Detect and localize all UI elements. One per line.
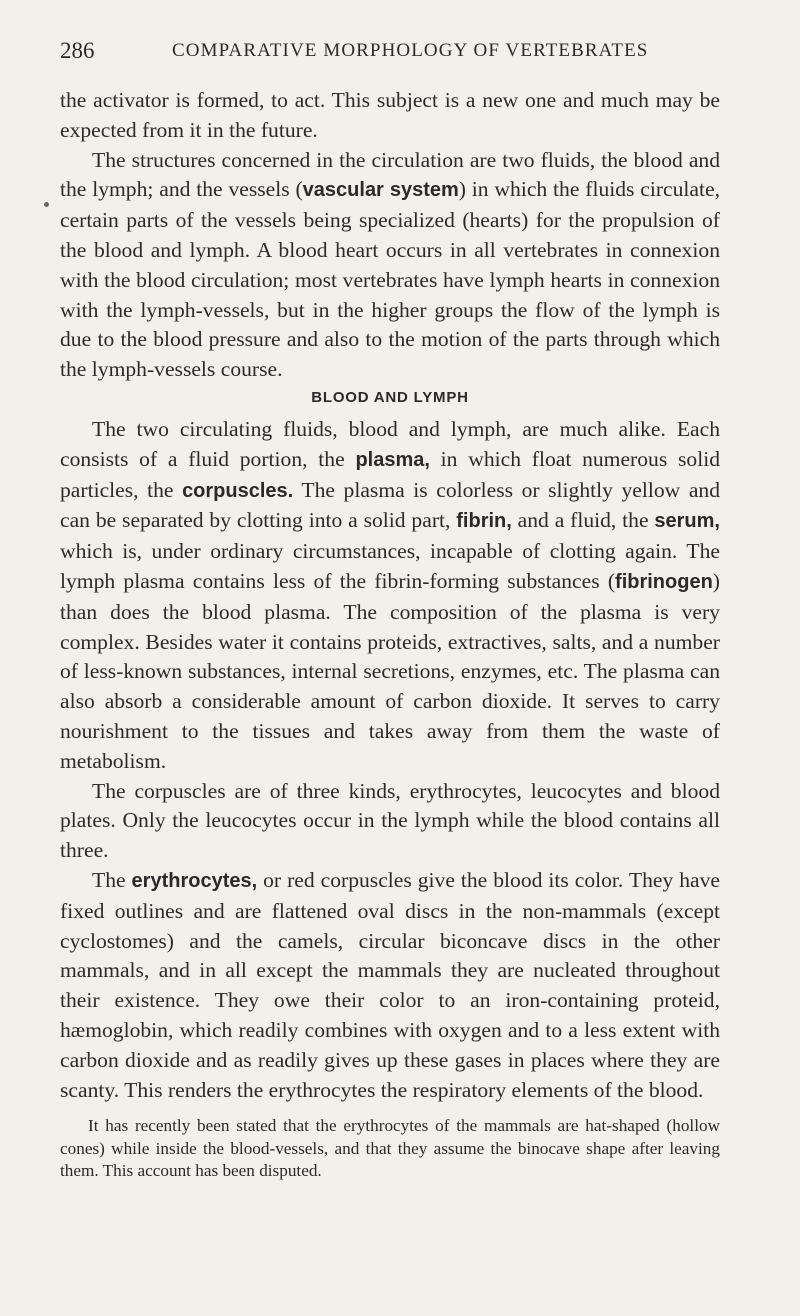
term-erythrocytes: erythrocytes, [131, 869, 258, 892]
term-vascular-system: vascular system [302, 179, 459, 202]
paragraph-erythrocytes: The erythrocytes, or red corpuscles give the blood its color. They have fixed outlines and are flattened oval discs in the non-mammals (except cyclostomes) and the camels, circular biconcave discs in the other mammals, and in all except the mammals they are nucleated throughout their existence. They owe their color to an iron-containing proteid, hæmoglobin, which readily combines with oxygen and to a less extent with carbon dioxide and as readily gives up these gases in places where they are scanty. This renders the erythrocytes the respiratory elements of the blood. [60, 867, 720, 1102]
page-header [60, 38, 720, 68]
running-head: COMPARATIVE MORPHOLOGY OF VERTEBRATES [172, 40, 649, 61]
term-serum: serum, [654, 510, 720, 533]
paragraph-circulation: The structures concerned in the circulation are two fluids, the blood and the lymph; and the vessels (vascular system) in which the fluids circulate, certain parts of the vessels being specialized (hearts) for the propulsion of the blood and lymph. A blood heart occurs in all vertebrates in connexion with the blood circulation; most vertebrates have lymph hearts in connexion with the lymph-vessels, but in the higher groups the flow of the lymph is due to the blood pressure and also to the motion of the parts through which the lymph-vessels course. [60, 147, 721, 382]
margin-mark [44, 202, 49, 207]
paragraph-corpuscles: The corpuscles are of three kinds, erythrocytes, leucocytes and blood plates. Only the leucocytes occur in the lymph while the blood contains all three. [60, 778, 720, 863]
term-corpuscles: corpuscles. [182, 479, 294, 502]
term-plasma: plasma, [355, 448, 430, 471]
footnote-paragraph: It has recently been stated that the erythrocytes of the mammals are hat-shaped (hollow cones) while inside the blood-vessels, and that they assume the binocave shape after leaving them. This account has been disputed. [60, 1116, 720, 1181]
section-heading: BLOOD AND LYMPH [311, 388, 469, 406]
term-fibrin: fibrin, [456, 510, 512, 533]
paragraph-continuation: the activator is formed, to act. This subject is a new one and much may be expected from it in the future. [60, 88, 720, 142]
page-body [60, 86, 720, 1183]
term-fibrinogen: fibrinogen [615, 570, 713, 593]
page-number: 286 [60, 38, 95, 63]
paragraph-blood-lymph: The two circulating fluids, blood and lymph, are much alike. Each consists of a fluid portion, the plasma, in which float numerous solid particles, the corpuscles. The plasma is colorless or slightly yellow and can be separated by clotting into a solid part, fibrin, and a fluid, the serum, which is, under ordinary circumstances, incapable of clotting again. The lymph plasma contains less of the fibrin-forming substances (fibrinogen) than does the blood plasma. The composition of the plasma is very complex. Besides water it contains proteids, extractives, salts, and a number of less-known substances, internal secretions, enzymes, etc. The plasma can also absorb a considerable amount of carbon dioxide. It serves to carry nourishment to the tissues and takes away from them the waste of metabolism. [60, 416, 720, 773]
